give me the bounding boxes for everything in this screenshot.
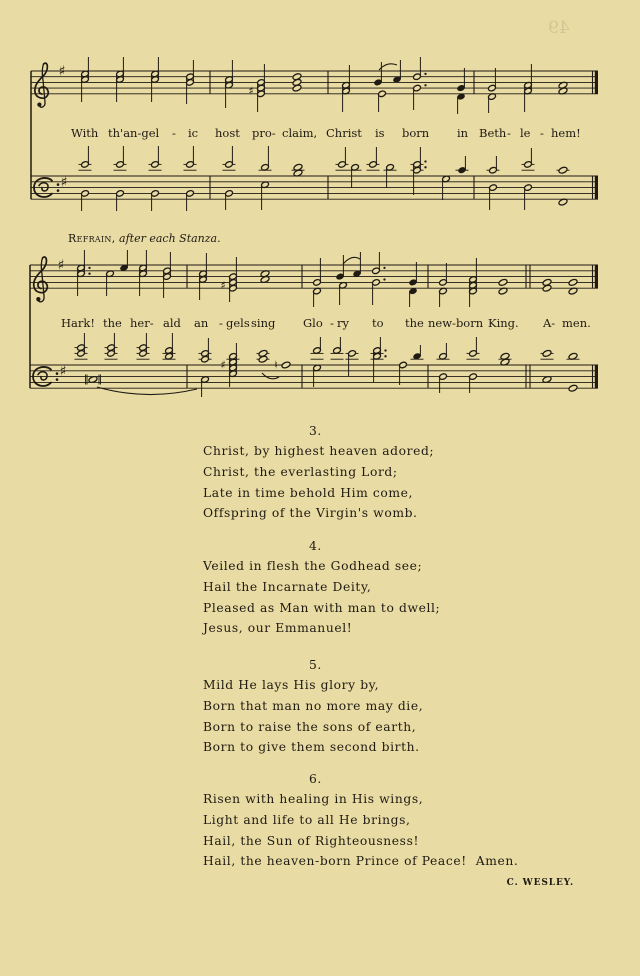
half-note [524, 184, 533, 210]
page-number-bleed-through: 49 [548, 18, 570, 38]
half-note [487, 156, 500, 174]
half-note [439, 263, 448, 286]
final-barline-thick [595, 176, 598, 199]
quarter-note [393, 60, 402, 83]
lyric-syllable: - [219, 316, 223, 330]
half-note [201, 376, 210, 397]
lyric-syllable: born [402, 125, 430, 140]
half-note [489, 184, 498, 210]
augmentation-dot [424, 73, 426, 75]
half-note [151, 190, 160, 211]
stanza-line: Veiled in flesh the Godhead see; [203, 559, 423, 573]
half-note [163, 252, 172, 298]
half-note [313, 364, 322, 387]
augmentation-dot [88, 267, 90, 269]
augmentation-dot [383, 278, 385, 280]
slur [343, 257, 360, 264]
notehead [568, 384, 578, 392]
stanza-line: Offspring of the Virgin's womb. [203, 506, 418, 521]
key-signature-sharp-icon: ♯ [60, 174, 68, 191]
refrain-instruction: after each Stanza. [115, 232, 221, 245]
stanza-line: Jesus, our Emmanuel! [203, 621, 353, 636]
half-note [220, 257, 237, 302]
half-note [311, 337, 324, 359]
quarter-note [336, 255, 345, 280]
half-note [331, 337, 344, 359]
quarter-note [456, 156, 469, 174]
quarter-note [409, 287, 418, 307]
half-note [259, 146, 272, 171]
author-attribution: C. WESLEY. [506, 878, 574, 888]
sharp-icon: ♯ [220, 278, 226, 292]
lyric-syllable: in [457, 125, 469, 140]
stanza-line: Hail the Incarnate Deity, [203, 579, 372, 594]
augmentation-dot [383, 267, 385, 269]
augmentation-dot [384, 355, 386, 357]
half-note [313, 258, 322, 286]
notehead [498, 278, 508, 286]
notehead [542, 349, 552, 357]
natural-icon: ♮ [274, 358, 278, 372]
whole-note [568, 278, 578, 295]
stanza-line: Light and life to all He brings, [203, 812, 411, 827]
whole-note [557, 166, 570, 174]
half-note [116, 190, 125, 211]
half-note [75, 333, 88, 359]
whole-note [274, 359, 291, 372]
half-note [163, 333, 176, 360]
treble-clef-icon [35, 63, 48, 107]
lyric-syllable: th'an-gel [108, 125, 160, 140]
lyric-syllable: new-born [428, 316, 484, 330]
lyric-syllable: gels [226, 316, 250, 330]
half-note [439, 373, 448, 393]
half-note [346, 350, 359, 376]
breve-note [86, 375, 101, 385]
half-note [137, 333, 150, 359]
whole-note [260, 270, 270, 284]
half-note [81, 57, 90, 102]
whole-note [558, 81, 568, 95]
half-note [439, 287, 448, 307]
key-signature-sharp-icon: ♯ [57, 257, 65, 274]
lyric-syllable: A- [543, 316, 556, 330]
stanza-number: 6. [309, 772, 322, 786]
quarter-note [457, 68, 466, 92]
half-note [186, 190, 195, 211]
lyric-syllable: the [103, 316, 122, 330]
bass-staff [31, 146, 598, 211]
lyric-syllable: Beth [479, 125, 507, 140]
whole-note [498, 278, 508, 295]
lyric-syllable: to [372, 316, 384, 330]
lyric-syllable: is [375, 125, 385, 140]
half-note [467, 337, 480, 359]
lyric-syllable: sing [251, 316, 276, 330]
slur [262, 373, 279, 379]
lyric-syllable: an [194, 316, 209, 330]
half-note [199, 338, 212, 363]
half-note [81, 190, 90, 211]
quarter-note [457, 93, 466, 114]
half-note [378, 90, 387, 112]
stanza-line: Pleased as Man with man to dwell; [203, 600, 441, 615]
refrain-label [68, 233, 221, 244]
augmentation-dot [384, 349, 386, 351]
stanza-line: Late in time behold Him come, [203, 485, 414, 500]
half-note [77, 250, 91, 296]
stanza-line: Christ, the everlasting Lord; [203, 464, 398, 479]
final-barline-thick [595, 365, 598, 388]
lyric-syllable: King. [488, 316, 519, 330]
lyric-syllable: - [172, 125, 176, 140]
half-note [186, 60, 195, 104]
treble-clef-icon [34, 257, 48, 302]
half-note [488, 93, 497, 113]
whole-note [292, 163, 305, 177]
stanza-line: Hail, the Sun of Righteousness! [203, 833, 420, 848]
stanza-line: Risen with healing in His wings, [203, 792, 424, 806]
lyric-syllable: ry [337, 316, 349, 330]
lyric-syllable: ic [188, 125, 199, 140]
half-note [339, 282, 348, 305]
stanza-line: Christ, by highest heaven adored; [203, 444, 435, 458]
treble-staff [30, 250, 598, 307]
lyric-syllable: ald [163, 316, 181, 330]
half-note [367, 147, 380, 170]
half-note [469, 373, 478, 393]
refrain-word: Refrain, [68, 232, 116, 245]
whole-note [542, 278, 552, 292]
half-note [225, 60, 234, 108]
lyric-syllable: pro- [252, 125, 276, 140]
stanza-line: Born that man no more may die, [203, 698, 424, 713]
half-note [399, 361, 408, 385]
half-note [139, 250, 148, 296]
half-note [105, 333, 118, 359]
stanza-number: 5. [309, 658, 322, 672]
stanza-6 [203, 770, 583, 872]
stanza-4 [203, 537, 583, 639]
whole-note [257, 349, 270, 363]
half-note [151, 57, 160, 102]
half-note [313, 287, 322, 307]
sharp-icon: ♯ [248, 84, 254, 98]
stanza-line: Born to give them second birth. [203, 740, 420, 755]
notehead [281, 361, 291, 369]
lyric-syllable: Christ [326, 125, 362, 140]
whole-note [568, 384, 578, 392]
augmentation-dot [424, 84, 426, 86]
lyric-syllable: men. [562, 316, 591, 330]
half-note [106, 270, 115, 296]
final-barline-thick [595, 71, 598, 94]
quarter-note [120, 250, 129, 272]
lyric-syllable: host [215, 125, 240, 140]
half-note [488, 68, 497, 92]
key-signature-sharp-icon: ♯ [59, 363, 67, 380]
augmentation-dot [88, 273, 90, 275]
half-note [220, 343, 239, 387]
key-signature-sharp-icon: ♯ [58, 63, 66, 80]
stanza-3 [203, 422, 583, 524]
sharp-icon: ♯ [220, 358, 226, 372]
treble-staff [31, 57, 598, 114]
half-note [79, 146, 92, 170]
stanza-number: 3. [309, 424, 322, 438]
lyric-syllable: With [71, 125, 99, 140]
quarter-note [411, 345, 424, 360]
lyric-syllable: claim, [282, 125, 318, 140]
half-note [437, 343, 450, 360]
augmentation-dot [424, 166, 426, 168]
half-note [114, 146, 127, 170]
half-note [225, 190, 234, 210]
bass-staff [30, 333, 598, 397]
notehead [568, 278, 578, 286]
half-note [342, 65, 351, 112]
lyric-syllable: Hark! [61, 316, 95, 330]
lyric-syllable: her- [130, 316, 154, 330]
half-note [522, 148, 535, 170]
lyric-syllable: Glo [303, 316, 323, 330]
stanza-line: Hail, the heaven-born Prince of Peace! Amen. [203, 854, 519, 869]
half-note [184, 146, 197, 170]
half-note [371, 337, 387, 382]
stanza-line: Mild He lays His glory by, [203, 678, 380, 692]
half-note [223, 146, 236, 170]
half-note [199, 253, 208, 300]
augmentation-dot [424, 160, 426, 162]
half-note [261, 181, 270, 210]
whole-note [499, 352, 512, 366]
stanza-number: 4. [309, 539, 322, 553]
lyric-syllable: - [540, 125, 544, 140]
quarter-note [409, 262, 418, 286]
stanza-line: Born to raise the sons of earth, [203, 719, 417, 734]
whole-note [541, 349, 554, 359]
whole-note [292, 73, 302, 92]
half-note [336, 147, 349, 170]
final-barline-thick [595, 265, 598, 288]
half-note [116, 57, 125, 102]
lyric-syllable: the [405, 316, 424, 330]
lyric-syllable: hem! [551, 125, 581, 140]
stanza-5 [203, 656, 583, 758]
quarter-note [374, 62, 383, 86]
whole-note [567, 352, 580, 360]
lyric-syllable: le [520, 125, 531, 140]
lyric-syllable: - [330, 316, 334, 330]
lyric-syllable: - [507, 125, 511, 140]
half-note [149, 146, 162, 170]
notehead [558, 166, 568, 174]
